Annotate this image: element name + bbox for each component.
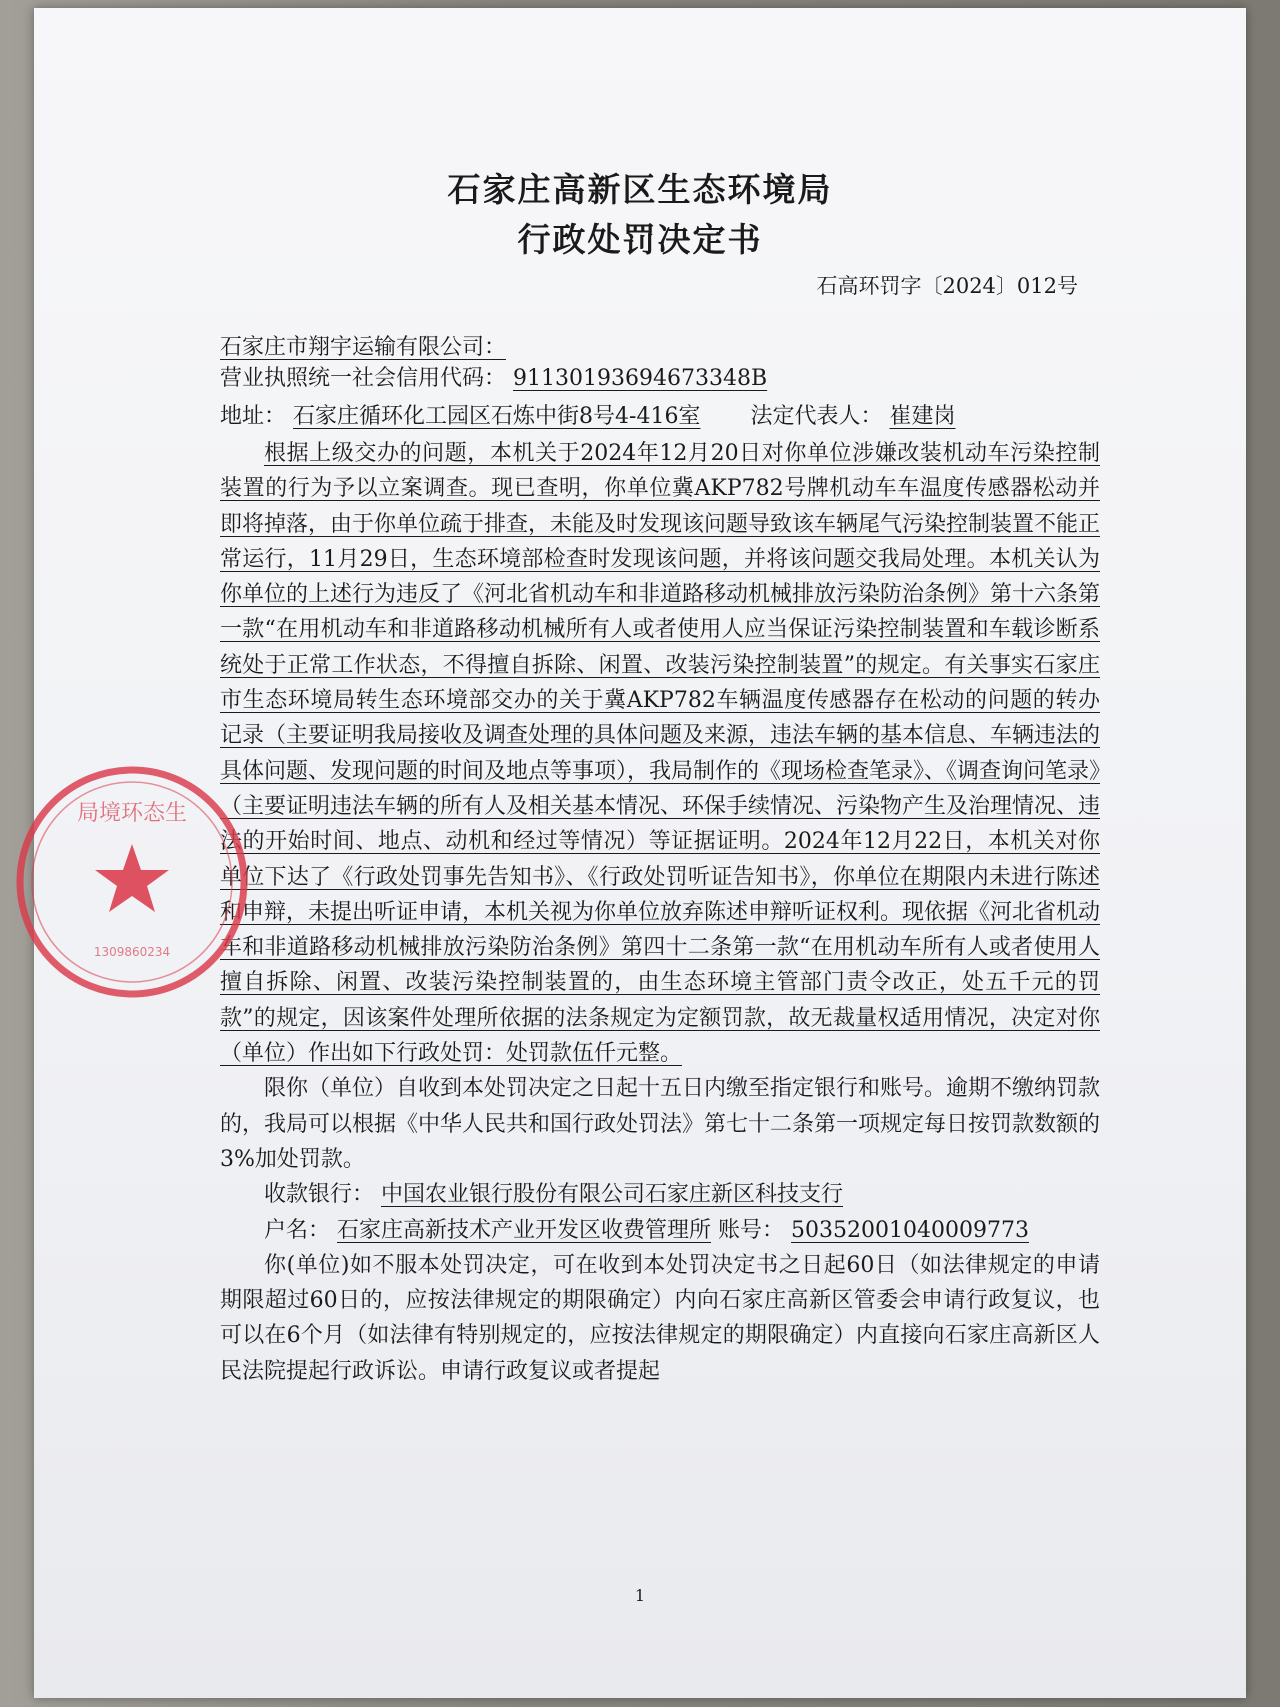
decision-body <box>220 436 1100 1389</box>
account-line <box>220 1213 1100 1248</box>
credit-code-line <box>220 361 1090 396</box>
party-name: 石家庄市翔宇运输有限公司： <box>220 335 507 360</box>
address: 石家庄循环化工园区石炼中街8号4-416室 <box>293 404 701 429</box>
bank-label: 收款银行： <box>264 1182 375 1208</box>
seal-star-icon <box>95 844 169 912</box>
party-name-line <box>220 330 1090 365</box>
page-number: 1 <box>634 1586 646 1605</box>
account-no: 50352001040009773 <box>791 1217 1029 1243</box>
credit-code: 91130193694673348B <box>513 366 768 391</box>
credit-code-label: 营业执照统一社会信用代码： <box>220 366 507 391</box>
document-number: 石高环罚字〔2024〕012号 <box>816 274 1078 298</box>
address-label: 地址： <box>220 404 287 429</box>
document-title: 行政处罚决定书 <box>517 220 763 259</box>
appeal-paragraph: 你(单位)如不服本处罚决定，可在收到本处罚决定书之日起60日（如法律规定的申请期限超过60日的，应按法律规定的期限确定）内向石家庄高新区管委会申请行政复议，也可以在6个月（如法律有特别规定的，应按法律规定的期限确定）内直接向石家庄高新区人民法院提起行政诉讼。申请行政复议或者提起 <box>220 1252 1100 1384</box>
legal-rep-label: 法定代表人： <box>750 404 883 429</box>
bank-line <box>220 1177 1100 1212</box>
svg-text:1309860234: 1309860234 <box>93 945 171 959</box>
payment-deadline-paragraph: 限你（单位）自收到本处罚决定之日起十五日内缴至指定银行和账号。逾期不缴纳罚款的，我局可以根据《中华人民共和国行政处罚法》第七十二条第一项规定每日按罚款数额的3%加处罚款。 <box>220 1076 1101 1172</box>
document-page <box>34 8 1246 1698</box>
svg-text:局境环态生: 局境环态生 <box>76 801 188 826</box>
legal-rep-name: 崔建岗 <box>889 404 956 429</box>
account-no-label: 账号： <box>718 1217 785 1243</box>
document-issuer-title: 石家庄高新区生态环境局 <box>447 170 833 209</box>
address-line <box>220 399 1090 434</box>
bank-name: 中国农业银行股份有限公司石家庄新区科技支行 <box>381 1182 844 1208</box>
official-seal-stamp <box>10 760 254 1004</box>
account-name-label: 户名： <box>264 1217 331 1243</box>
facts-paragraph: 根据上级交办的问题，本机关于2024年12月20日对你单位涉嫌改装机动车污染控制装置的行为予以立案调查。现已查明，你单位冀AKP782号牌机动车车温度传感器松动并即将掉落，由于你单位疏于排查，未能及时发现该问题导致该车辆尾气污染控制装置不能正常运行，11月29日，生态环境部检查时发现该问题，并将该问题交我局处理。本机关认为你单位的上述行为违反了《河北省机动车和非道路移动机械排放污染防治条例》第十六条第一款“在用机动车和非道路移动机械所有人或者使用人应当保证污染控制装置和车载诊断系统处于正常工作状态，不得擅自拆除、闲置、改装污染控制装置”的规定。有关事实石家庄市生态环境局转生态环境部交办的关于冀AKP782车辆温度传感器存在松动的问题的转办记录（主要证明我局接收及调查处理的具体问题及来源，违法车辆的基本信息、车辆违法的具体问题、发现问题的时间及地点等事项），我局制作的《现场检查笔录》、《调查询问笔录》（主要证明违法车辆的所有人及相关基本情况、环保手续情况、污染物产生及治理情况、违法的开始时间、地点、动机和经过等情况）等证据证明。2024年12月22日，本机关对你单位下达了《行政处罚事先告知书》、《行政处罚听证告知书》，你单位在期限内未进行陈述和申辩，未提出听证申请，本机关视为你单位放弃陈述申辩听证权利。现依据《河北省机动车和非道路移动机械排放污染防治条例》第四十二条第一款“在用机动车所有人或者使用人擅自拆除、闲置、改装污染控制装置的，由生态环境主管部门责令改正，处五千元的罚款”的规定，因该案件处理所依据的法条规定为定额罚款，故无裁量权适用情况，决定对你（单位）作出如下行政处罚：处罚款伍仟元整。 <box>220 441 1101 1067</box>
account-name: 石家庄高新技术产业开发区收费管理所 <box>337 1217 712 1243</box>
